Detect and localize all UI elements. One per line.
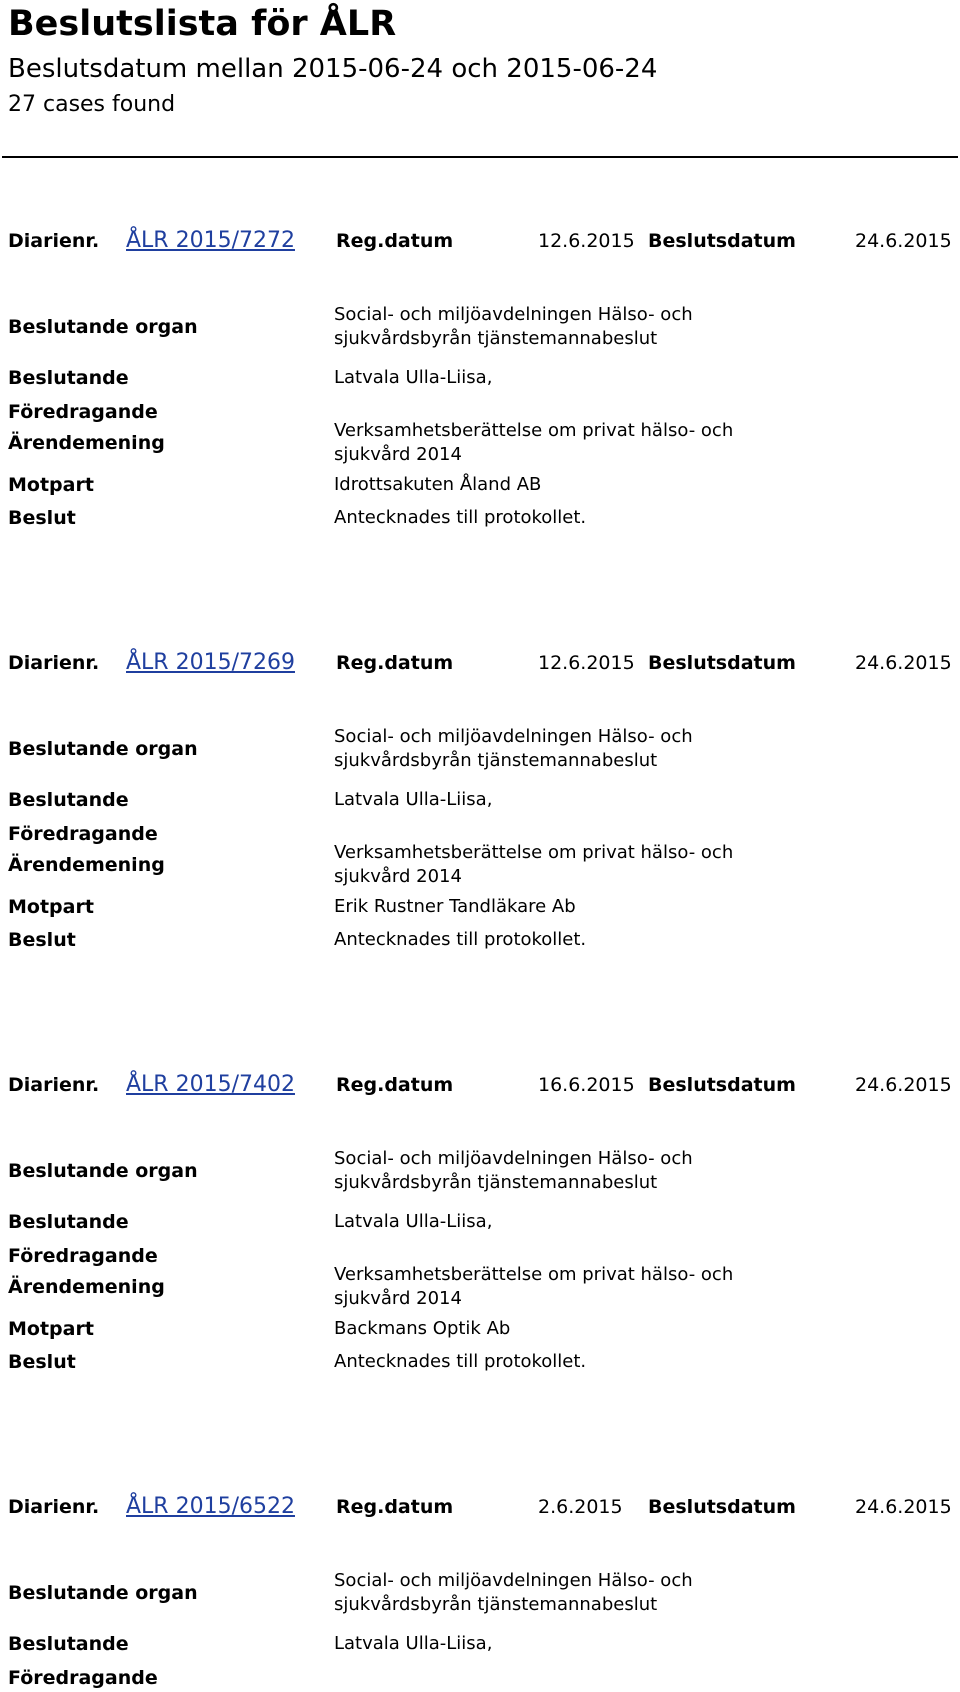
arendemening-label: Ärendemening (8, 432, 165, 454)
beslutsdatum-label: Beslutsdatum (648, 230, 796, 252)
arendemening-value-line1: Verksamhetsberättelse om privat hälso- och (334, 842, 734, 863)
motpart-value: Idrottsakuten Åland AB (334, 474, 542, 495)
beslutande-label: Beslutande (8, 1211, 129, 1233)
beslutande-organ-label: Beslutande organ (8, 1582, 198, 1604)
beslutande-label: Beslutande (8, 789, 129, 811)
beslutsdatum-label: Beslutsdatum (648, 652, 796, 674)
beslutande-organ-value-line1: Social- och miljöavdelningen Hälso- och (334, 1570, 693, 1591)
regdatum-label: Reg.datum (336, 1074, 454, 1096)
beslut-value: Antecknades till protokollet. (334, 929, 587, 950)
regdatum-value: 2.6.2015 (538, 1496, 623, 1518)
diarienr-label: Diarienr. (8, 1496, 100, 1518)
arendemening-value-line1: Verksamhetsberättelse om privat hälso- och (334, 420, 734, 441)
beslutsdatum-value: 24.6.2015 (855, 1074, 952, 1096)
beslutande-organ-value-line2: sjukvårdsbyrån tjänstemannabeslut (334, 750, 658, 771)
diarienr-label: Diarienr. (8, 652, 100, 674)
regdatum-value: 12.6.2015 (538, 230, 635, 252)
beslutande-organ-value-line2: sjukvårdsbyrån tjänstemannabeslut (334, 1594, 658, 1615)
beslutande-organ-label: Beslutande organ (8, 1160, 198, 1182)
diarienr-link[interactable]: ÅLR 2015/7269 (126, 650, 295, 675)
motpart-value: Erik Rustner Tandläkare Ab (334, 896, 576, 917)
foredragande-label: Föredragande (8, 823, 158, 845)
beslutsdatum-value: 24.6.2015 (855, 1496, 952, 1518)
diarienr-label: Diarienr. (8, 1074, 100, 1096)
beslutande-value: Latvala Ulla-Liisa, (334, 367, 493, 388)
foredragande-label: Föredragande (8, 1245, 158, 1267)
regdatum-label: Reg.datum (336, 230, 454, 252)
beslut-value: Antecknades till protokollet. (334, 507, 587, 528)
motpart-label: Motpart (8, 1318, 94, 1340)
arendemening-value-line2: sjukvård 2014 (334, 866, 462, 887)
case-entry (0, 1070, 960, 1480)
foredragande-label: Föredragande (8, 1667, 158, 1689)
beslutande-organ-value-line1: Social- och miljöavdelningen Hälso- och (334, 1148, 693, 1169)
arendemening-value-line2: sjukvård 2014 (334, 444, 462, 465)
regdatum-value: 12.6.2015 (538, 652, 635, 674)
beslutande-value: Latvala Ulla-Liisa, (334, 789, 493, 810)
beslutande-label: Beslutande (8, 367, 129, 389)
regdatum-label: Reg.datum (336, 652, 454, 674)
motpart-label: Motpart (8, 896, 94, 918)
case-entry (0, 1492, 960, 1692)
diarienr-link[interactable]: ÅLR 2015/7272 (126, 228, 295, 253)
regdatum-label: Reg.datum (336, 1496, 454, 1518)
beslutande-organ-value-line2: sjukvårdsbyrån tjänstemannabeslut (334, 1172, 658, 1193)
beslutande-organ-label: Beslutande organ (8, 738, 198, 760)
beslut-value: Antecknades till protokollet. (334, 1351, 587, 1372)
beslut-label: Beslut (8, 929, 76, 951)
foredragande-label: Föredragande (8, 401, 158, 423)
case-header-row (0, 1070, 960, 1100)
beslutsdatum-value: 24.6.2015 (855, 230, 952, 252)
beslut-label: Beslut (8, 1351, 76, 1373)
diarienr-link[interactable]: ÅLR 2015/7402 (126, 1072, 295, 1097)
regdatum-value: 16.6.2015 (538, 1074, 635, 1096)
header-divider (2, 156, 958, 158)
case-entry (0, 226, 960, 636)
case-header-row (0, 648, 960, 678)
arendemening-label: Ärendemening (8, 854, 165, 876)
diarienr-link[interactable]: ÅLR 2015/6522 (126, 1494, 295, 1519)
arendemening-label: Ärendemening (8, 1276, 165, 1298)
beslut-label: Beslut (8, 507, 76, 529)
arendemening-value-line1: Verksamhetsberättelse om privat hälso- och (334, 1264, 734, 1285)
case-entry (0, 648, 960, 1058)
beslutande-value: Latvala Ulla-Liisa, (334, 1211, 493, 1232)
beslutande-organ-label: Beslutande organ (8, 316, 198, 338)
arendemening-value-line2: sjukvård 2014 (334, 1288, 462, 1309)
beslutande-organ-value-line1: Social- och miljöavdelningen Hälso- och (334, 304, 693, 325)
beslutande-organ-value-line1: Social- och miljöavdelningen Hälso- och (334, 726, 693, 747)
beslutsdatum-label: Beslutsdatum (648, 1496, 796, 1518)
beslutsdatum-value: 24.6.2015 (855, 652, 952, 674)
beslutsdatum-label: Beslutsdatum (648, 1074, 796, 1096)
case-header-row (0, 226, 960, 256)
beslutande-organ-value-line2: sjukvårdsbyrån tjänstemannabeslut (334, 328, 658, 349)
result-count: 27 cases found (8, 92, 176, 117)
beslutande-value: Latvala Ulla-Liisa, (334, 1633, 493, 1654)
page-title: Beslutslista för ÅLR (8, 4, 397, 44)
motpart-label: Motpart (8, 474, 94, 496)
motpart-value: Backmans Optik Ab (334, 1318, 511, 1339)
diarienr-label: Diarienr. (8, 230, 100, 252)
page-subtitle: Beslutsdatum mellan 2015-06-24 och 2015-06-24 (8, 54, 658, 84)
case-header-row (0, 1492, 960, 1522)
beslutande-label: Beslutande (8, 1633, 129, 1655)
